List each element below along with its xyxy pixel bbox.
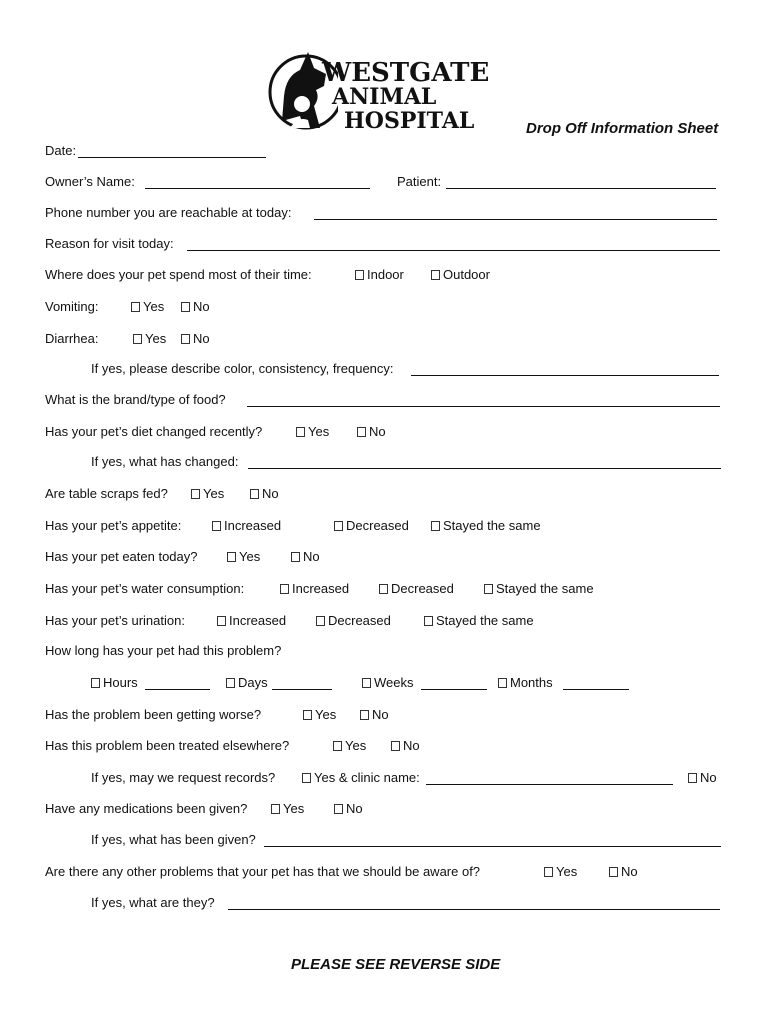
logo-line-3: HOSPITAL [344, 108, 475, 134]
worse-no[interactable]: No [360, 707, 389, 723]
worse-label: Has the problem been getting worse? [45, 707, 262, 722]
meds-what-label: If yes, what has been given? [91, 832, 256, 847]
treated-yes[interactable]: Yes [333, 738, 366, 754]
scraps-yes[interactable]: Yes [191, 486, 224, 502]
form-title: Drop Off Information Sheet [526, 120, 719, 137]
eaten-label: Has your pet eaten today? [45, 549, 198, 564]
outdoor-option[interactable]: Outdoor [431, 267, 490, 283]
diet-yes[interactable]: Yes [296, 424, 329, 440]
meds-label: Have any medications been given? [45, 801, 248, 816]
weeks-field[interactable] [421, 689, 487, 690]
appetite-increased[interactable]: Increased [212, 518, 281, 534]
checkbox-icon[interactable] [316, 616, 325, 626]
urination-increased[interactable]: Increased [217, 613, 286, 629]
checkbox-icon[interactable] [431, 521, 440, 531]
scraps-label: Are table scraps fed? [45, 486, 168, 501]
checkbox-icon[interactable] [391, 741, 400, 751]
diet-no[interactable]: No [357, 424, 386, 440]
months-field[interactable] [563, 689, 629, 690]
checkbox-icon[interactable] [226, 678, 235, 688]
other-what-label: If yes, what are they? [91, 895, 215, 910]
where-label: Where does your pet spend most of their time: [45, 267, 312, 282]
checkbox-icon[interactable] [424, 616, 433, 626]
records-no[interactable]: No [688, 770, 717, 786]
checkbox-icon[interactable] [334, 521, 343, 531]
other-what-field[interactable] [228, 909, 720, 910]
howlong-label: How long has your pet had this problem? [45, 643, 282, 658]
checkbox-icon[interactable] [379, 584, 388, 594]
water-decreased[interactable]: Decreased [379, 581, 454, 597]
meds-what-field[interactable] [264, 846, 721, 847]
checkbox-icon[interactable] [181, 302, 190, 312]
logo-line-1: WESTGATE [322, 58, 490, 88]
appetite-decreased[interactable]: Decreased [334, 518, 409, 534]
checkbox-icon[interactable] [360, 710, 369, 720]
treated-label: Has this problem been treated elsewhere? [45, 738, 290, 753]
other-yes[interactable]: Yes [544, 864, 577, 880]
phone-label: Phone number you are reachable at today: [45, 205, 292, 220]
appetite-label: Has your pet’s appetite: [45, 518, 182, 533]
checkbox-icon[interactable] [227, 552, 236, 562]
checkbox-icon[interactable] [362, 678, 371, 688]
checkbox-icon[interactable] [280, 584, 289, 594]
logo-line-2: ANIMAL [332, 84, 437, 110]
patient-field[interactable] [446, 188, 716, 189]
checkbox-icon[interactable] [334, 804, 343, 814]
checkbox-icon[interactable] [333, 741, 342, 751]
checkbox-icon[interactable] [91, 678, 100, 688]
food-field[interactable] [247, 406, 720, 407]
checkbox-icon[interactable] [355, 270, 364, 280]
diarrhea-yes[interactable]: Yes [133, 331, 166, 347]
treated-no[interactable]: No [391, 738, 420, 754]
owner-field[interactable] [145, 188, 370, 189]
days-field[interactable] [272, 689, 332, 690]
other-no[interactable]: No [609, 864, 638, 880]
worse-yes[interactable]: Yes [303, 707, 336, 723]
checkbox-icon[interactable] [302, 773, 311, 783]
urination-label: Has your pet’s urination: [45, 613, 185, 628]
checkbox-icon[interactable] [609, 867, 618, 877]
checkbox-icon[interactable] [191, 489, 200, 499]
records-label: If yes, may we request records? [91, 770, 276, 785]
eaten-no[interactable]: No [291, 549, 320, 565]
diet-what-label: If yes, what has changed: [91, 454, 239, 469]
meds-yes[interactable]: Yes [271, 801, 304, 817]
checkbox-icon[interactable] [357, 427, 366, 437]
vomiting-no[interactable]: No [181, 299, 210, 315]
scraps-no[interactable]: No [250, 486, 279, 502]
hours-field[interactable] [145, 689, 210, 690]
checkbox-icon[interactable] [544, 867, 553, 877]
checkbox-icon[interactable] [212, 521, 221, 531]
appetite-same[interactable]: Stayed the same [431, 518, 541, 534]
reason-label: Reason for visit today: [45, 236, 174, 251]
reason-field[interactable] [187, 250, 720, 251]
date-label: Date: [45, 143, 77, 158]
diet-label: Has your pet’s diet changed recently? [45, 424, 263, 439]
checkbox-icon[interactable] [217, 616, 226, 626]
food-label: What is the brand/type of food? [45, 392, 226, 407]
checkbox-icon[interactable] [133, 334, 142, 344]
urination-decreased[interactable]: Decreased [316, 613, 391, 629]
weeks-option[interactable]: Weeks [362, 675, 414, 691]
days-option[interactable]: Days [226, 675, 268, 691]
urination-same[interactable]: Stayed the same [424, 613, 534, 629]
owner-label: Owner’s Name: [45, 174, 135, 189]
checkbox-icon[interactable] [431, 270, 440, 280]
reverse-side-note: PLEASE SEE REVERSE SIDE [291, 956, 501, 973]
diarrhea-label: Diarrhea: [45, 331, 99, 346]
checkbox-icon[interactable] [303, 710, 312, 720]
checkbox-icon[interactable] [688, 773, 697, 783]
patient-label: Patient: [397, 174, 442, 189]
water-label: Has your pet’s water consumption: [45, 581, 245, 596]
checkbox-icon[interactable] [484, 584, 493, 594]
clinic-name-field[interactable] [426, 784, 673, 785]
describe-field[interactable] [411, 375, 719, 376]
hours-option[interactable]: Hours [91, 675, 138, 691]
diet-what-field[interactable] [248, 468, 721, 469]
eaten-yes[interactable]: Yes [227, 549, 260, 565]
date-field[interactable] [78, 157, 266, 158]
meds-no[interactable]: No [334, 801, 363, 817]
water-same[interactable]: Stayed the same [484, 581, 594, 597]
checkbox-icon[interactable] [131, 302, 140, 312]
checkbox-icon[interactable] [271, 804, 280, 814]
phone-field[interactable] [314, 219, 717, 220]
checkbox-icon[interactable] [291, 552, 300, 562]
indoor-option[interactable]: Indoor [355, 267, 404, 283]
vomiting-label: Vomiting: [45, 299, 99, 314]
checkbox-icon[interactable] [181, 334, 190, 344]
records-yes[interactable]: Yes & clinic name: [302, 770, 420, 786]
vomiting-yes[interactable]: Yes [131, 299, 164, 315]
other-label: Are there any other problems that your pet has that we should be aware of? [45, 864, 481, 879]
checkbox-icon[interactable] [498, 678, 507, 688]
checkbox-icon[interactable] [250, 489, 259, 499]
diarrhea-no[interactable]: No [181, 331, 210, 347]
describe-label: If yes, please describe color, consistency, frequency: [91, 361, 394, 376]
months-option[interactable]: Months [498, 675, 553, 691]
checkbox-icon[interactable] [296, 427, 305, 437]
water-increased[interactable]: Increased [280, 581, 349, 597]
